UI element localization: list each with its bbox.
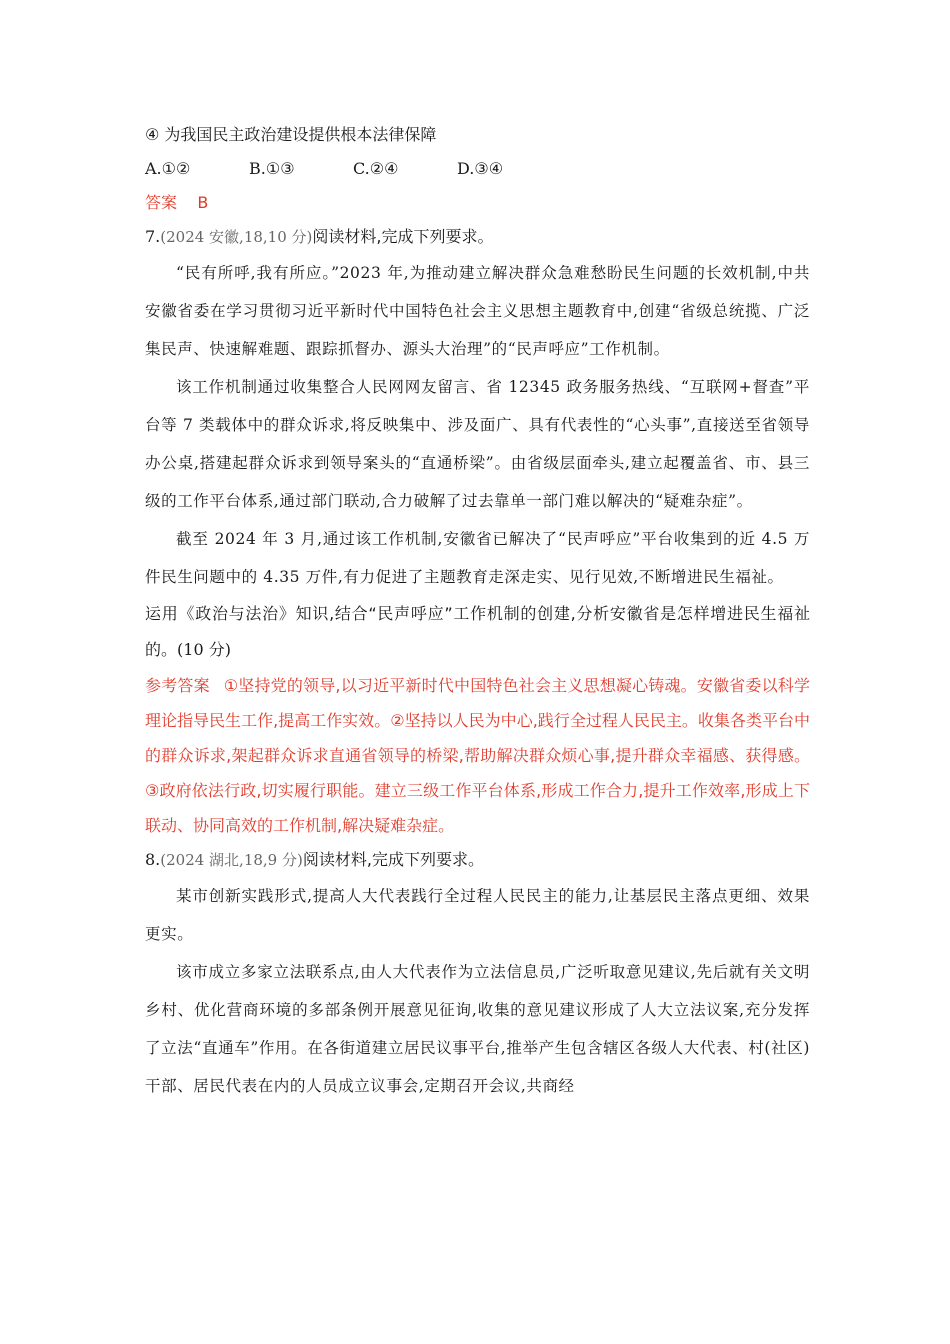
option-b: B.①③: [249, 159, 295, 178]
q7-question: [145, 596, 810, 668]
answer-label: 答案: [145, 193, 178, 212]
reference-answer-label: 参考答案: [145, 676, 210, 695]
q8-material-paragraph-2: 该市成立多家立法联系点,由人大代表作为立法信息员,广泛听取意见建议,先后就有关文明乡村、优化营商环境的多部条例开展意见征询,收集的意见建议形成了人大立法议案,充分发挥了立法“直通车”作用。在各街道建立居民议事平台,推举产生包含辖区各级人大代表、村(社区)干部、居民代表在内的人员成立议事会,定期召开会议,共商经: [145, 963, 810, 1095]
q8-material-paragraph-1: 某市创新实践形式,提高人大代表践行全过程人民民主的能力,让基层民主落点更细、效果更实。: [145, 887, 810, 943]
q7-source: (2024 安徽,18,10 分): [160, 228, 313, 246]
q7-instruction: 阅读材料,完成下列要求。: [312, 227, 494, 246]
document-page: [145, 118, 810, 1105]
q8-number: 8.: [145, 850, 161, 869]
option-d: D.③④: [457, 159, 504, 178]
q7-reference-answer: [145, 668, 810, 843]
q6-options: [145, 152, 810, 186]
q7-question-text: 运用《政治与法治》知识,结合“民声呼应”工作机制的创建,分析安徽省是怎样增进民生福祉的。: [145, 604, 810, 659]
q7-number: 7.: [145, 227, 161, 246]
option-a: A.①②: [145, 159, 191, 178]
q6-answer: [145, 186, 810, 220]
q7-heading: [145, 220, 810, 254]
q6-item-4: ④ 为我国民主政治建设提供根本法律保障: [145, 125, 437, 144]
option-c: C.②④: [353, 159, 399, 178]
q7-material-paragraph-2: 该工作机制通过收集整合人民网网友留言、省 12345 政务服务热线、“互联网+督查”平台等 7 类载体中的群众诉求,将反映集中、涉及面广、具有代表性的“心头事”,直接送至省领导办公桌,搭建起群众诉求到领导案头的“直通桥梁”。由省级层面牵头,建立起覆盖省、市、县三级的工作平台体系,通过部门联动,合力破解了过去靠单一部门难以解决的“疑难杂症”。: [145, 378, 810, 510]
q7-question-points: (10 分): [177, 640, 231, 659]
answer-value: B: [197, 193, 209, 212]
q8-source: (2024 湖北,18,9 分): [160, 851, 303, 869]
reference-answer-text: ①坚持党的领导,以习近平新时代中国特色社会主义思想凝心铸魂。安徽省委以科学理论指导民生工作,提高工作实效。②坚持以人民为中心,践行全过程人民民主。收集各类平台中的群众诉求,架起群众诉求直通省领导的桥梁,帮助解决群众烦心事,提升群众幸福感、获得感。③政府依法行政,切实履行职能。建立三级工作平台体系,形成工作合力,提升工作效率,形成上下联动、协同高效的工作机制,解决疑难杂症。: [145, 676, 810, 835]
q8-instruction: 阅读材料,完成下列要求。: [302, 850, 484, 869]
q8-heading: [145, 843, 810, 877]
q7-material-paragraph-1: “民有所呼,我有所应。”2023 年,为推动建立解决群众急难愁盼民生问题的长效机制,中共安徽省委在学习贯彻习近平新时代中国特色社会主义思想主题教育中,创建“省级总统揽、广泛集民声、快速解难题、跟踪抓督办、源头大治理”的“民声呼应”工作机制。: [145, 264, 810, 358]
q7-material-paragraph-3: 截至 2024 年 3 月,通过该工作机制,安徽省已解决了“民声呼应”平台收集到的近 4.5 万件民生问题中的 4.35 万件,有力促进了主题教育走深走实、见行见效,不断增进民生福祉。: [145, 530, 810, 586]
